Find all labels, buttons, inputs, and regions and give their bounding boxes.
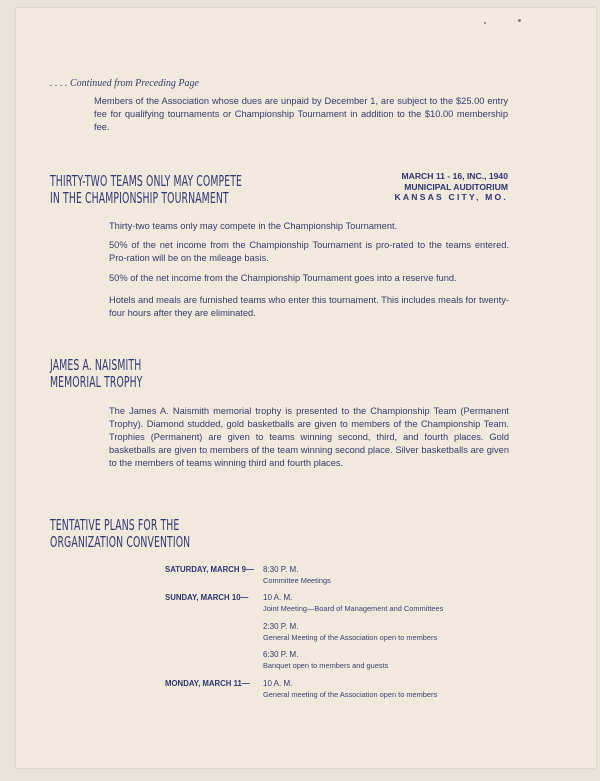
section-heading-convention-plans: [50, 517, 190, 551]
paper-speck: [518, 19, 521, 22]
schedule-time: 6:30 P. M.: [263, 650, 299, 659]
schedule-day-monday: MONDAY, MARCH 11—: [165, 679, 250, 688]
continued-note: . . . . Continued from Preceding Page: [50, 78, 199, 89]
trophy-paragraph: The James A. Naismith memorial trophy is presented to the Championship Team (Permanent Trophy). Diamond studded, gold basketballs are given to members of the Championship Team. Trophies (Permanent) are given to teams winning second, third, and fourth places. Gold basketballs are given to members of the team winning second place. Silver basketballs are given to the members of teams winning third and fourth places.: [109, 406, 509, 468]
tournament-dates: MARCH 11 - 16, INC., 1940: [401, 171, 508, 181]
heading-line: ORGANIZATION CONVENTION: [50, 533, 191, 551]
schedule-time: 8:30 P. M.: [263, 565, 299, 574]
schedule-day-sunday: SUNDAY, MARCH 10—: [165, 593, 249, 602]
document-page: [16, 8, 596, 768]
heading-line: MEMORIAL TROPHY: [50, 373, 143, 391]
schedule-time: 10 A. M.: [263, 593, 293, 602]
teams-paragraph: Thirty-two teams only may compete in the Championship Tournament.: [109, 221, 398, 231]
schedule-time: 10 A. M.: [263, 679, 293, 688]
heading-line: JAMES A. NAISMITH: [50, 356, 142, 374]
net-income-prorate-paragraph: 50% of the net income from the Championship Tournament is pro-rated to the teams entered. Pro-ration will be on the mileage basis.: [109, 240, 509, 263]
reserve-fund-paragraph: 50% of the net income from the Championship Tournament goes into a reserve fund.: [109, 273, 457, 283]
schedule-time: 2:30 P. M.: [263, 622, 299, 631]
dues-paragraph: Members of the Association whose dues are unpaid by December 1, are subject to the $25.00 entry fee for qualifying tournaments or Championship Tournament in addition to the $10.00 membership fee.: [94, 96, 508, 132]
heading-line: THIRTY-TWO TEAMS ONLY MAY COMPETE: [50, 172, 243, 190]
heading-line: IN THE CHAMPIONSHIP TOURNAMENT: [50, 189, 229, 207]
paper-speck: [484, 22, 486, 24]
venue-name: MUNICIPAL AUDITORIUM: [404, 181, 508, 192]
schedule-description: Committee Meetings: [263, 576, 331, 585]
heading-line: TENTATIVE PLANS FOR THE: [50, 516, 180, 534]
section-heading-naismith-trophy: [50, 357, 143, 391]
tournament-venue: [394, 171, 508, 203]
schedule-description: General Meeting of the Association open to members: [263, 633, 438, 642]
schedule-description: Banquet open to members and guests: [263, 661, 389, 670]
schedule-description: General meeting of the Association open to members: [263, 690, 438, 699]
schedule-day-saturday: SATURDAY, MARCH 9—: [165, 565, 254, 574]
schedule-description: Joint Meeting—Board of Management and Committees: [263, 604, 444, 613]
hotels-meals-paragraph: Hotels and meals are furnished teams who enter this tournament. This includes meals for twenty-four hours after they are eliminated.: [109, 295, 509, 318]
venue-city: KANSAS CITY, MO.: [394, 192, 508, 202]
section-heading-thirty-two-teams: [50, 173, 242, 207]
